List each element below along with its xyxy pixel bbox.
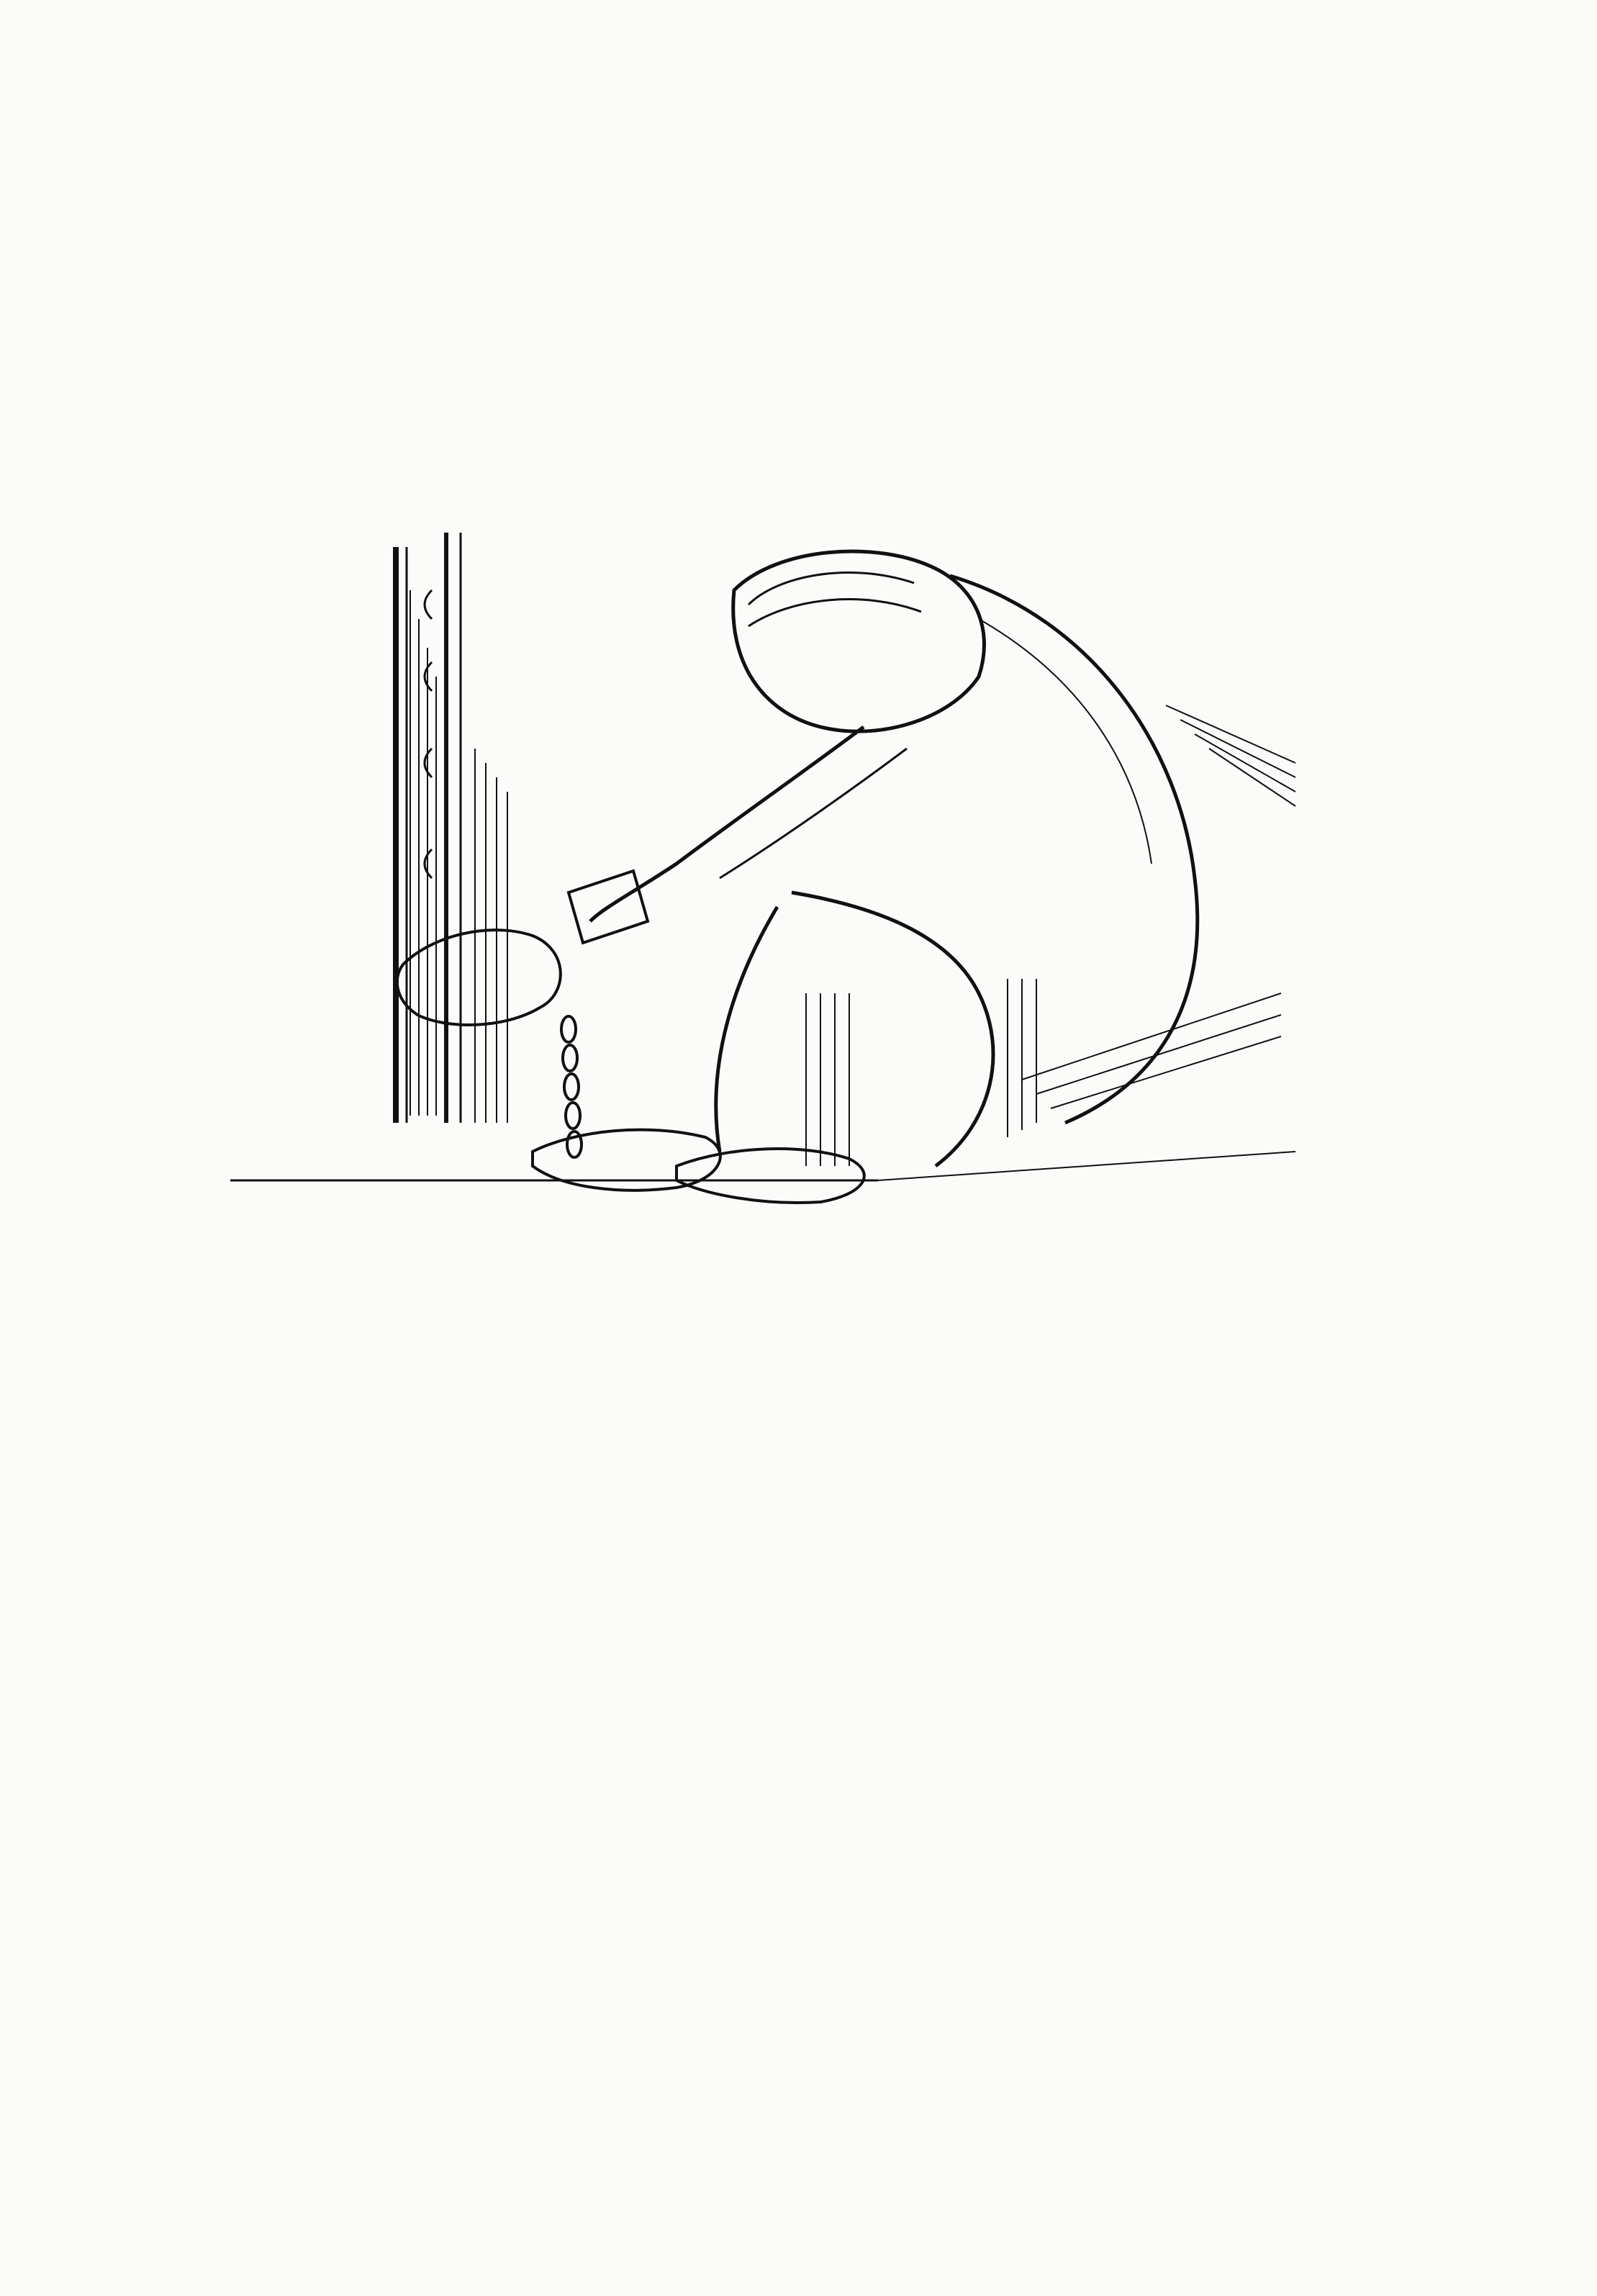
prisoner-engraving (230, 533, 1339, 1238)
illustration-prisoner (230, 533, 1339, 1238)
